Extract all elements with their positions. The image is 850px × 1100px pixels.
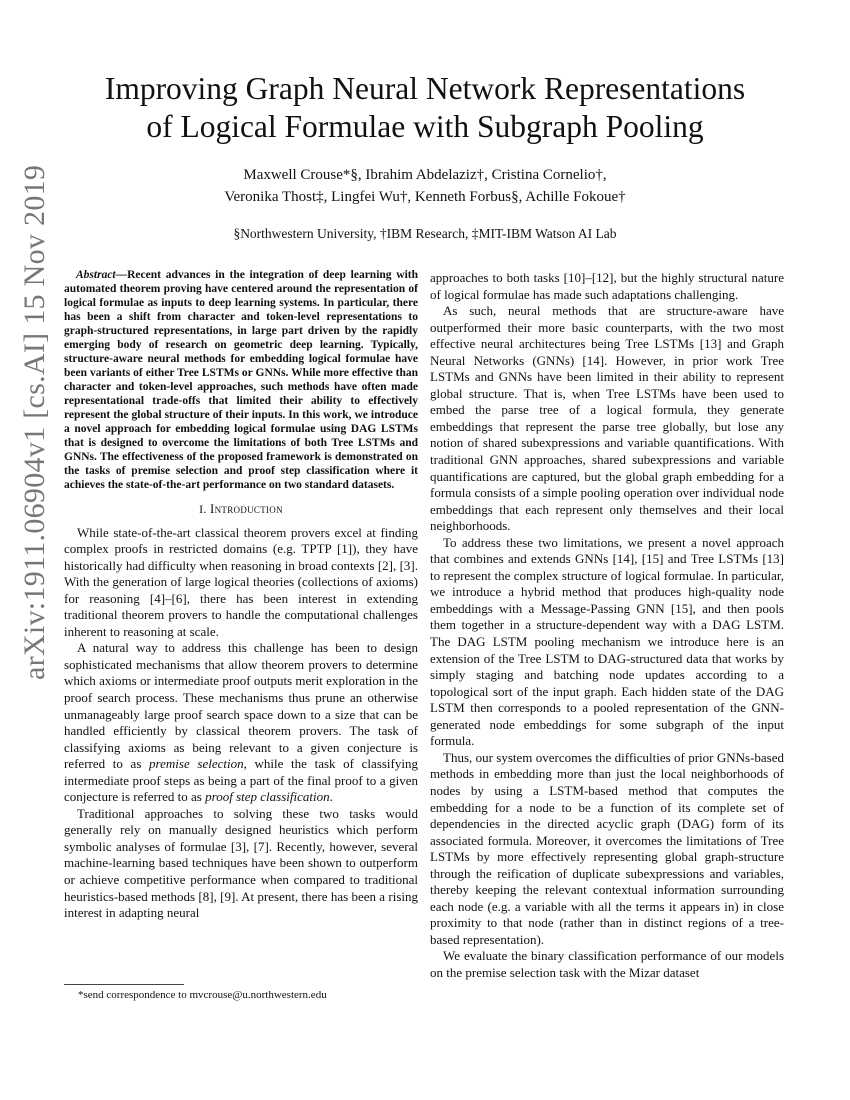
- author-list: [60, 164, 790, 208]
- authors-line-1: Maxwell Crouse*§, Ibrahim Abdelaziz†, Cristina Cornelio†,: [243, 167, 607, 183]
- right-paragraph-3: To address these two limitations, we present a novel approach that combines and extends GNNs [14], [15] and Tree LSTMs [13] to represent the complex structure of logical formulae. In particular, we introduce a hybrid method that produces high-quality node embeddings with a Message-Passing GNN [15], and then pools them together in a structure-dependent way with a DAG LSTM. The DAG LSTM pooling mechanism we introduce here is an extension of the Tree LSTM to DAG-structured data that works by simply staging and batching node updates according to a topological sort of the input graph. Each hidden state of the DAG LSTM then corresponds to a pooled representation of the GNN-generated node embeddings for some subgraph of the input formula.: [430, 534, 784, 749]
- left-column: [64, 268, 418, 922]
- intro-paragraph-3: Traditional approaches to solving these two tasks would generally rely on manually designed heuristics which perform symbolic analyses of formulae [3], [7]. Recently, however, several machine-learning based techniques have been shown to outperform or achieve competitive performance when compared to traditional heuristics-based methods [8], [9]. At present, there has been a rising interest in adapting neural: [64, 805, 418, 921]
- abstract-text: —Recent advances in the integration of deep learning with automated theorem proving have centered around the representation of logical formulae as inputs to deep learning systems. In particular, there has been a shift from character and token-level representations to graph-structured representations, in large part driven by the rapidly emerging body of research on geometric deep learning. Typically, structure-aware neural methods for embedding logical formulae have been variants of either Tree LSTMs or GNNs. While more effective than character and token-level approaches, such methods have often made representational trade-offs that limited their ability to effectively represent the global structure of their inputs. In this work, we introduce a novel approach for embedding logical formulae using DAG LSTMs that is designed to overcome the limitations of both Tree LSTMs and GNNs. The effectiveness of the proposed framework is demonstrated on the tasks of premise selection and proof step classification where it achieves the state-of-the-art performance on two standard datasets.: [64, 269, 418, 491]
- section-number: I.: [199, 502, 207, 516]
- arxiv-identifier: arXiv:1911.06904v1 [cs.AI] 15 Nov 2019: [18, 164, 51, 680]
- intro-paragraph-1: While state-of-the-art classical theorem provers excel at finding complex proofs in restricted domains (e.g. TPTP [1]), they have historically had difficulty when reasoning in broad contexts [2], [3]. With the generation of large logical theories (collections of axioms) for reasoning [4]–[6], there has been interest in extending traditional theorem provers to handle the computational challenges inherent to reasoning at scale.: [64, 524, 418, 639]
- title-line-2: of Logical Formulae with Subgraph Pooling: [146, 109, 704, 144]
- abstract-lead: Abstract: [76, 269, 116, 281]
- paper-title: [60, 70, 790, 146]
- right-paragraph-1: approaches to both tasks [10]–[12], but the highly structural nature of logical formulae has made such adaptations challenging.: [430, 270, 784, 302]
- right-paragraph-5: We evaluate the binary classification performance of our models on the premise selection task with the Mizar dataset: [430, 948, 784, 980]
- section-heading: [64, 501, 418, 518]
- intro-p2-emphasis-proof-step: proof step classification: [205, 789, 330, 805]
- intro-p2-emphasis-premise-selection: premise selection: [149, 756, 244, 772]
- right-paragraph-4: Thus, our system overcomes the difficulties of prior GNNs-based methods in embedding more than just the local neighborhoods of nodes by using a LSTM-based method that computes the embedding for a node to be a function of its complete set of dependencies in the directed acyclic graph (DAG) form of its associated formula. Moreover, it overcomes the limitations of Tree LSTMs by more effectively representing global graph-structure through the reification of duplicate subexpressions and variables, thereby keeping the relevant contextual information surrounding each node (e.g. a variable with all the terms it appears in) in close proximity to that node (rather than in distinct regions of a tree-based representation).: [430, 749, 784, 947]
- affiliations: §Northwestern University, †IBM Research, ‡MIT-IBM Watson AI Lab: [233, 226, 617, 241]
- title-line-1: Improving Graph Neural Network Representations: [104, 71, 746, 106]
- intro-p2-text-b: , while the task of classifying intermediate proof steps as being a part of the final proof to a given conjecture is referred to as: [64, 756, 418, 805]
- intro-p2-text-a: A natural way to address this challenge has been to design sophisticated mechanisms that allow theorem provers to determine which axioms or intermediate proof outputs merit exploration in the proof search process. These mechanisms thus prune an otherwise unmanageably large proof search space down to a size that can be handled efficiently by classical theorem provers. The task of classifying axioms as being relevant to a given conjecture is referred to as: [64, 640, 418, 772]
- section-title: Introduction: [209, 501, 283, 516]
- footnote-text: *send correspondence to mvcrouse@u.northwestern.edu: [78, 989, 327, 1001]
- abstract: [64, 268, 418, 492]
- authors-line-2: Veronika Thost‡, Lingfei Wu†, Kenneth Forbus§, Achille Fokoue†: [224, 189, 626, 205]
- intro-paragraph-2: [64, 640, 418, 805]
- footnote-divider: [64, 984, 184, 985]
- intro-p2-text-c: .: [329, 789, 333, 805]
- footnote-correspondence: [78, 988, 327, 1002]
- right-column: [430, 270, 784, 982]
- right-paragraph-2: As such, neural methods that are structure-aware have outperformed their more basic counterparts, with the two most effective neural architectures being Tree LSTMs [13] and Graph Neural Networks (GNNs) [14]. However, in prior work Tree LSTMs and GNNs have been limited in their ability to represent global structure. That is, when Tree LSTMs have been used to embed the parse tree of a logical formula, they generate embeddings that represent the parse tree globally, but lose any notion of shared subexpressions and variable quantifications. With traditional GNN approaches, shared subexpressions and variable quantifications are captured, but the global graph embedding for a formula consists of a simple pooling operation over individual node embeddings that each represent only themselves and their local neighborhoods.: [430, 303, 784, 534]
